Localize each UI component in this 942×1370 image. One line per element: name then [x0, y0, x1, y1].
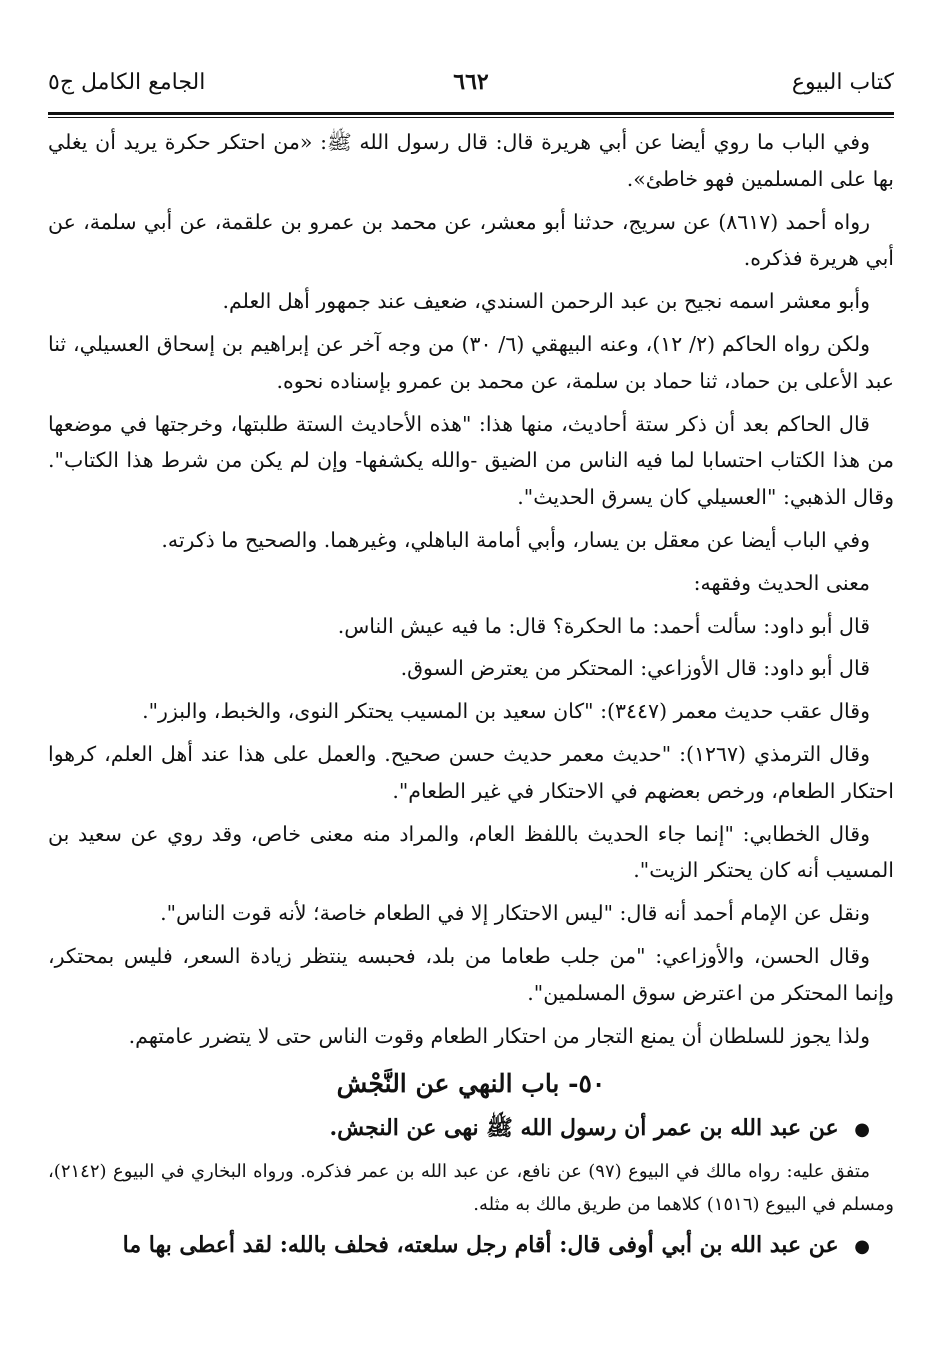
paragraph: وقال الحسن، والأوزاعي: "من جلب طعاما من بلد، فحبسه ينتظر زيادة السعر، فليس بمحتكر، وإنما المحتكر من اعترض سوق المسلمين".: [48, 943, 894, 1005]
paragraph: وقال الخطابي: "إنما جاء الحديث باللفظ العام، والمراد منه معنى خاص، وقد روي عن سعيد بن المسيب أنه كان يحتكر الزيت".: [48, 821, 894, 883]
paragraph: ونقل عن الإمام أحمد أنه قال: "ليس الاحتكار إلا في الطعام خاصة؛ لأنه قوت الناس".: [160, 901, 870, 926]
paragraph: قال أبو داود: سألت أحمد: ما الحكرة؟ قال: ما فيه عيش الناس.: [337, 613, 870, 638]
paragraph: وفي الباب أيضا عن معقل بن يسار، وأبي أمامة الباهلي، وغيرهما. والصحيح ما ذكرته.: [161, 527, 870, 552]
paragraph: معنى الحديث وفقهه:: [693, 570, 870, 595]
paragraph: وقال عقب حديث معمر (٣٤٤٧): "كان سعيد بن المسيب يحتكر النوى، والخبط، والبزر".: [142, 699, 870, 724]
hadith-2: عن عبد الله بن أبي أوفى قال: أقام رجل سلعته، فحلف بالله: لقد أعطى بها ما: [122, 1232, 839, 1259]
paragraph: قال الحاكم بعد أن ذكر ستة أحاديث، منها هذا: "هذه الأحاديث الستة طلبتها، وخرجتها في موضعها من هذا الكتاب احتسابا لما فيه الناس من الضيق -والله يكشفها- وإن لم يكن من شرط هذا الكتاب". وقال الذهبي: "العسيلي كان يسرق الحديث".: [48, 411, 894, 510]
paragraph: ولكن رواه الحاكم (٢/ ١٢)، وعنه البيهقي (٦/ ٣٠) من وجه آخر عن إبراهيم بن إسحاق العسيلي، ثنا عبد الأعلى بن حماد، ثنا حماد بن سلمة، عن محمد بن عمرو بإسناده نحوه.: [48, 331, 894, 393]
paragraph: ولذا يجوز للسلطان أن يمنع التجار من احتكار الطعام وقوت الناس حتى لا يتضرر عامتهم.: [128, 1023, 870, 1048]
paragraph: رواه أحمد (٨٦١٧) عن سريج، حدثنا أبو معشر، عن محمد بن عمرو بن علقمة، عن أبي سلمة، عن أبي هريرة فذكره.: [48, 209, 894, 271]
header-volume-title: الجامع الكامل ج٥: [48, 69, 206, 95]
paragraph: وفي الباب ما روي أيضا عن أبي هريرة قال: قال رسول الله ﷺ: «من احتكر حكرة يريد أن يغلي بها على المسلمين فهو خاطئ».: [48, 130, 894, 191]
hadith-text: [48, 1110, 894, 1149]
page-body: [48, 124, 894, 1272]
hadith-1: عن عبد الله بن عمر أن رسول الله ﷺ نهى عن النجش.: [329, 1115, 839, 1142]
hadith-text: [48, 1227, 894, 1266]
page-number: ٦٦٢: [453, 69, 489, 95]
takhrij-note: متفق عليه: رواه مالك في البيوع (٩٧) عن نافع، عن عبد الله بن عمر فذكره. ورواه البخاري في البيوع (٢١٤٢)، ومسلم في البيوع (١٥١٦) كلاهما من طريق مالك به مثله.: [48, 1161, 894, 1216]
header-rule-thick: [48, 112, 894, 115]
header-book-title: كتاب البيوع: [791, 69, 894, 95]
chapter-heading: ٥٠- باب النهي عن النَّجْش: [336, 1069, 606, 1099]
paragraph: وأبو معشر اسمه نجيح بن عبد الرحمن السندي، ضعيف عند جمهور أهل العلم.: [222, 289, 870, 314]
running-header: [48, 62, 894, 102]
paragraph: وقال الترمذي (١٢٦٧): "حديث معمر حديث حسن صحيح. والعمل على هذا عند أهل العلم، كرهوا احتكار الطعام، ورخص بعضهم في الاحتكار في غير الطعام".: [48, 741, 894, 803]
paragraph: قال أبو داود: قال الأوزاعي: المحتكر من يعترض السوق.: [400, 656, 870, 681]
header-rule-thin: [48, 117, 894, 118]
bullet-icon: ●: [854, 1119, 870, 1141]
bullet-icon: ●: [854, 1236, 870, 1258]
